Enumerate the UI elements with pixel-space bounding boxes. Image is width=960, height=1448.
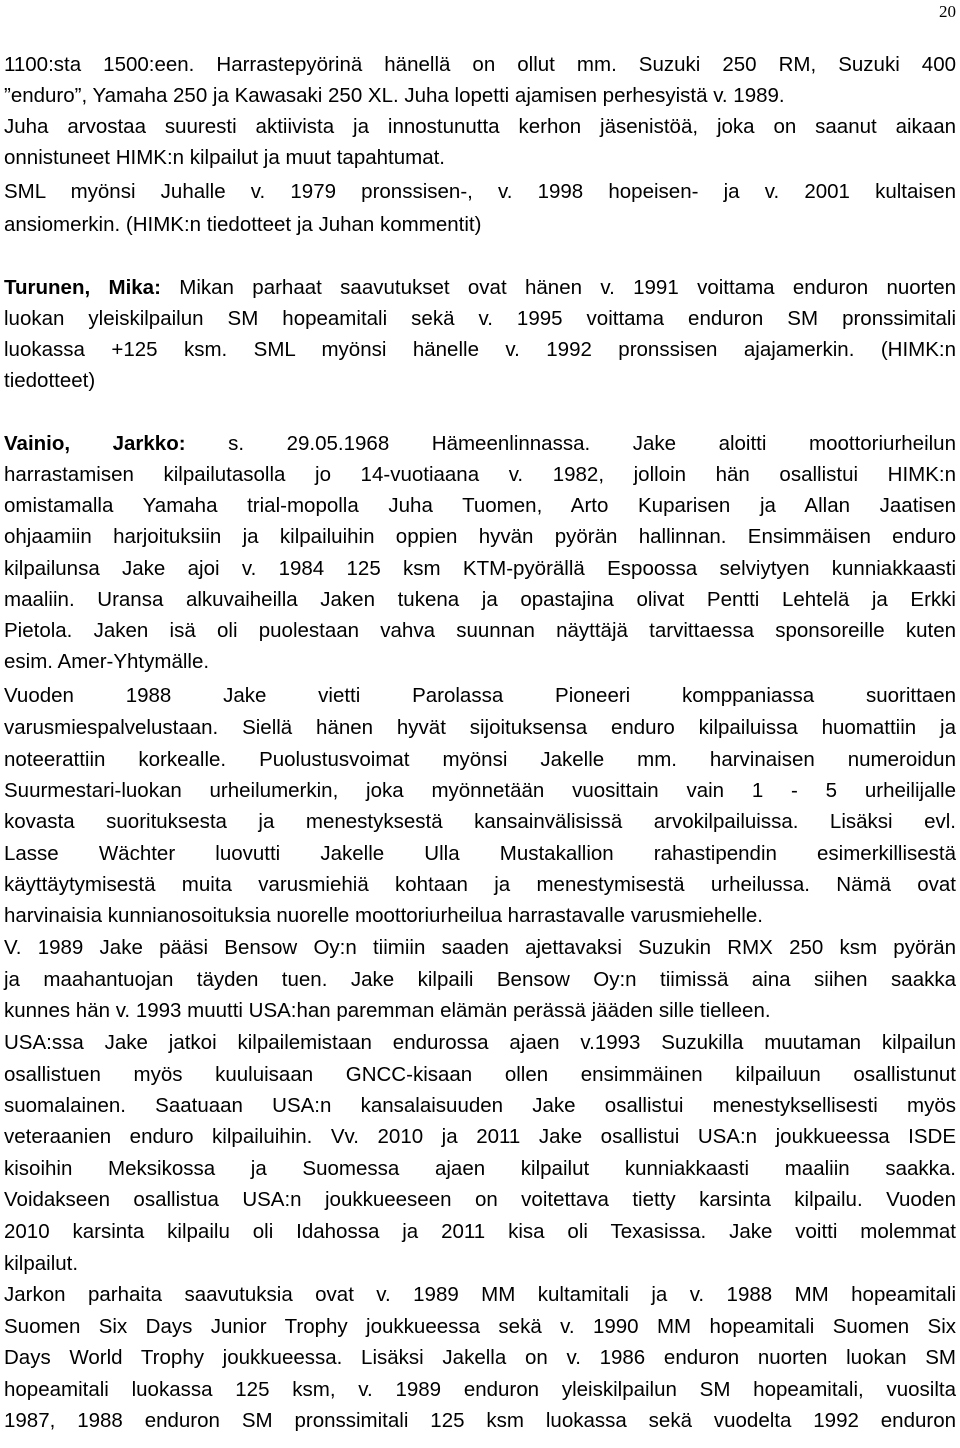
text-line <box>4 337 956 363</box>
line-text: ”enduro”, Yamaha 250 ja Kawasaki 250 XL. Juha lopetti ajamisen perhesyistä v. 1989. <box>4 84 785 107</box>
text-line <box>4 275 956 301</box>
text-line <box>4 809 956 835</box>
text-line <box>4 649 956 675</box>
line-text: USA:ssa Jake jatkoi kilpailemistaan endurossa ajaen v.1993 Suzukilla muutaman kilpailun <box>4 1031 956 1054</box>
text-line <box>4 683 956 709</box>
text-line <box>4 52 956 78</box>
line-text: maaliin. Uransa alkuvaiheilla Jaken tukena ja opastajina olivat Pentti Lehtelä ja Erkki <box>4 588 956 611</box>
text-line <box>4 935 956 961</box>
line-text: noteerattiin korkealle. Puolustusvoimat myönsi Jakelle mm. harvinaisen numeroidun <box>4 748 956 771</box>
line-text: Pietola. Jaken isä oli puolestaan vahva suunnan näyttäjä tarvittaessa sponsoreille kuten <box>4 619 956 642</box>
text-line <box>4 1251 956 1277</box>
page-number: 20 <box>939 2 956 21</box>
line-text: osallistuen myös kuuluisaan GNCC-kisaan ollen ensimmäinen kilpailuun osallistunut <box>4 1063 956 1086</box>
text-line <box>4 778 956 804</box>
line-text: varusmiespalvelustaan. Siellä hänen hyvät sijoituksensa enduro kilpailuissa huomattiin ja <box>4 716 956 739</box>
line-text: Suomen Six Days Junior Trophy joukkueessa sekä v. 1990 MM hopeamitali Suomen Six <box>4 1315 956 1338</box>
text-line <box>4 1314 956 1340</box>
text-line <box>4 1377 956 1403</box>
text-line <box>4 306 956 332</box>
line-text: Jarkon parhaita saavutuksia ovat v. 1989 MM kultamitali ja v. 1988 MM hopeamitali <box>4 1283 956 1306</box>
line-text: 1987, 1988 enduron SM pronssimitali 125 ksm luokassa sekä vuodelta 1992 enduron <box>4 1409 956 1432</box>
line-text: hopeamitali luokassa 125 ksm, v. 1989 enduron yleiskilpailun SM hopeamitali, vuosilta <box>4 1378 956 1401</box>
text-line <box>4 493 956 519</box>
line-text: kilpailunsa Jake ajoi v. 1984 125 ksm KTM-pyörällä Espoossa selviytyen kunniakkaasti <box>4 557 956 580</box>
text-line <box>4 114 956 140</box>
text-line <box>4 524 956 550</box>
text-line <box>4 556 956 582</box>
line-text: käyttäytymisestä muita varusmiehiä kohtaan ja menestymisestä urheilussa. Nämä ovat <box>4 873 956 896</box>
text-line <box>4 1408 956 1434</box>
line-text: Juha arvostaa suuresti aktiivista ja innostunutta kerhon jäsenistöä, joka on saanut aikaan <box>4 115 956 138</box>
text-line <box>4 83 956 109</box>
text-line <box>4 368 956 394</box>
text-line <box>4 841 956 867</box>
text-line <box>4 715 956 741</box>
line-text: Mikan parhaat saavutukset ovat hänen v. 1991 voittama enduron nuorten <box>160 276 956 299</box>
line-text: kisoihin Meksikossa ja Suomessa ajaen kilpailut kunniakkaasti maaliin saakka. <box>4 1157 956 1180</box>
line-text: Vuoden 1988 Jake vietti Parolassa Pioneeri komppaniassa suorittaen <box>4 684 956 707</box>
text-line <box>4 145 956 171</box>
line-text: kovasta suorituksesta ja menestyksestä kansainvälisissä arvokilpailuissa. Lisäksi evl. <box>4 810 956 833</box>
text-line <box>4 212 956 238</box>
entry-name: Vainio, Jarkko: <box>4 432 186 455</box>
line-text: veteraanien enduro kilpailuihin. Vv. 2010 ja 2011 Jake osallistui USA:n joukkueessa ISDE <box>4 1125 956 1148</box>
text-line <box>4 1030 956 1056</box>
line-text: ohjaamiin harjoituksiin ja kilpailuihin oppien hyvän pyörän hallinnan. Ensimmäisen enduro <box>4 525 956 548</box>
line-text: Days World Trophy joukkueessa. Lisäksi Jakella on v. 1986 enduron nuorten luokan SM <box>4 1346 956 1369</box>
line-text: SML myönsi Juhalle v. 1979 pronssisen-, v. 1998 hopeisen- ja v. 2001 kultaisen <box>4 180 956 203</box>
text-line <box>4 462 956 488</box>
line-text: Suurmestari-luokan urheilumerkin, joka myönnetään vuosittain vain 1 - 5 urheilijalle <box>4 779 956 802</box>
line-text: onnistuneet HIMK:n kilpailut ja muut tapahtumat. <box>4 146 445 169</box>
line-text: Lasse Wächter luovutti Jakelle Ulla Mustakallion rahastipendin esimerkillisestä <box>4 842 956 865</box>
line-text: V. 1989 Jake pääsi Bensow Oy:n tiimiin saaden ajettavaksi Suzukin RMX 250 ksm pyörän <box>4 936 956 959</box>
line-text: Voidakseen osallistua USA:n joukkueeseen on voitettava tietty karsinta kilpailu. Vuoden <box>4 1188 956 1211</box>
line-text: harvinaisia kunnianosoituksia nuorelle moottoriurheilua harrastavalle varusmiehelle. <box>4 904 763 927</box>
text-line <box>4 1345 956 1371</box>
text-line <box>4 1187 956 1213</box>
text-line <box>4 587 956 613</box>
line-text: ja maahantuojan täyden tuen. Jake kilpaili Bensow Oy:n tiimissä aina siihen saakka <box>4 968 956 991</box>
text-line <box>4 1219 956 1245</box>
line-text: tiedotteet) <box>4 369 96 392</box>
text-line <box>4 1062 956 1088</box>
line-text: esim. Amer-Yhtymälle. <box>4 650 210 673</box>
entry-name: Turunen, Mika: <box>4 276 161 299</box>
line-text: ansiomerkin. (HIMK:n tiedotteet ja Juhan kommentit) <box>4 213 482 236</box>
line-text: luokan yleiskilpailun SM hopeamitali sekä v. 1995 voittama enduron SM pronssimitali <box>4 307 956 330</box>
text-line <box>4 1093 956 1119</box>
line-text: suomalainen. Saatuaan USA:n kansalaisuuden Jake osallistui menestyksellisesti myös <box>4 1094 956 1117</box>
text-line <box>4 179 956 205</box>
line-text: 1100:sta 1500:een. Harrastepyörinä hänellä on ollut mm. Suzuki 250 RM, Suzuki 400 <box>4 53 956 76</box>
text-line <box>4 903 956 929</box>
text-line <box>4 618 956 644</box>
text-line <box>4 967 956 993</box>
text-line <box>4 872 956 898</box>
line-text: 2010 karsinta kilpailu oli Idahossa ja 2011 kisa oli Texasissa. Jake voitti molemmat <box>4 1220 956 1243</box>
line-text: harrastamisen kilpailutasolla jo 14-vuotiaana v. 1982, jolloin hän osallistui HIMK:n <box>4 463 956 486</box>
line-text: kilpailut. <box>4 1252 79 1275</box>
text-line <box>4 1156 956 1182</box>
text-line <box>4 1124 956 1150</box>
line-text: omistamalla Yamaha trial-mopolla Juha Tuomen, Arto Kuparisen ja Allan Jaatisen <box>4 494 956 517</box>
text-line <box>4 998 956 1024</box>
line-text: luokassa +125 ksm. SML myönsi hänelle v. 1992 pronssisen ajajamerkin. (HIMK:n <box>4 338 956 361</box>
text-line <box>4 431 956 457</box>
line-text: kunnes hän v. 1993 muutti USA:han paremman elämän perässä jääden sille tielleen. <box>4 999 771 1022</box>
line-text: s. 29.05.1968 Hämeenlinnassa. Jake aloitti moottoriurheilun <box>185 432 956 455</box>
text-line <box>4 1282 956 1308</box>
text-line <box>4 747 956 773</box>
